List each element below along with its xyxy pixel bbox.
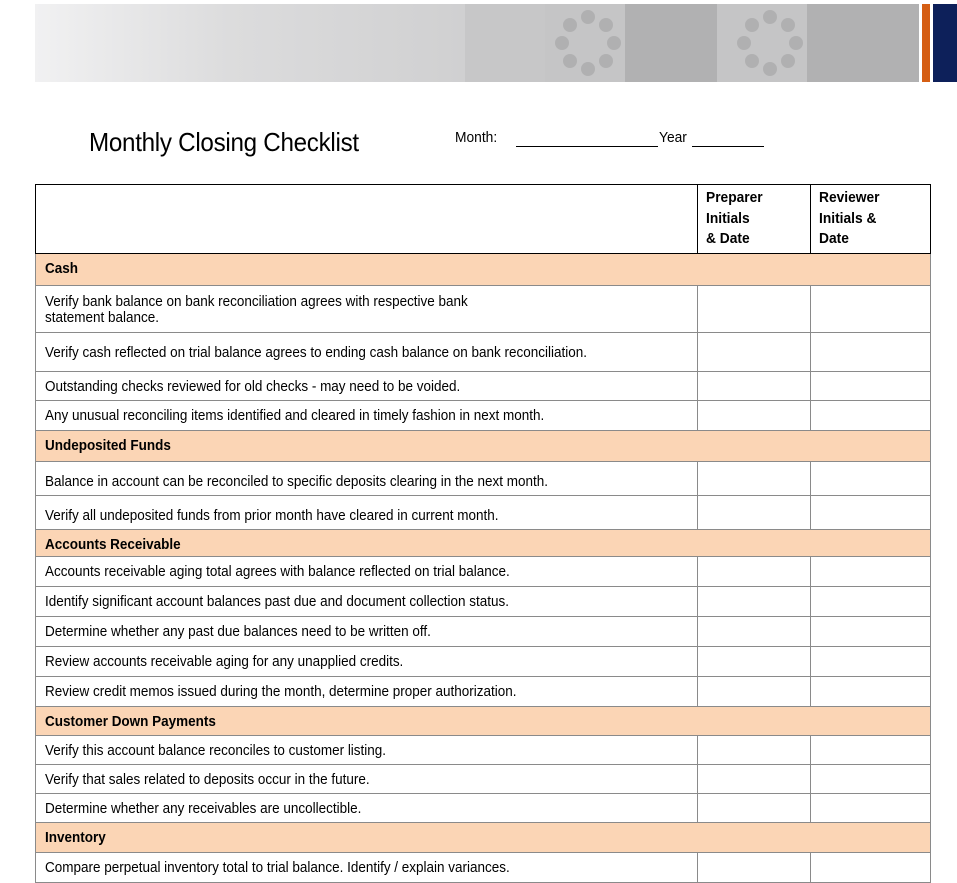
dot-ring-icon — [735, 8, 805, 78]
checklist-table — [35, 184, 931, 883]
preparer-initials-cell[interactable] — [697, 617, 810, 646]
reviewer-initials-cell[interactable] — [810, 462, 930, 495]
item-description-line: Outstanding checks reviewed for old checks - may need to be voided. — [45, 379, 461, 395]
item-description-line: Balance in account can be reconciled to specific deposits clearing in the next month. — [45, 474, 548, 490]
month-label: Month: — [455, 129, 498, 146]
item-description-line: Accounts receivable aging total agrees with balance reflected on trial balance. — [45, 564, 510, 580]
preparer-column-header — [697, 185, 810, 253]
ring-dot — [581, 62, 595, 76]
preparer-initials-cell[interactable] — [697, 372, 810, 400]
item-description-line: Verify cash reflected on trial balance agrees to ending cash balance on bank reconciliation. — [45, 345, 588, 361]
banner-gradient — [35, 4, 465, 82]
ring-dot — [789, 36, 803, 50]
checklist-item-row — [35, 557, 931, 587]
item-description-line: Verify that sales related to deposits occur in the future. — [45, 772, 370, 788]
item-description-line: Any unusual reconciling items identified and cleared in timely fashion in next month. — [45, 408, 545, 424]
banner-navy-stripe — [933, 4, 957, 82]
preparer-header-line: Preparer — [706, 190, 763, 206]
checklist-item-row — [35, 372, 931, 401]
dot-ring-icon — [553, 8, 623, 78]
reviewer-initials-cell[interactable] — [810, 617, 930, 646]
reviewer-initials-cell[interactable] — [810, 286, 930, 332]
item-description — [36, 736, 697, 764]
reviewer-header-line: Date — [819, 231, 849, 247]
preparer-initials-cell[interactable] — [697, 765, 810, 793]
item-description-line: Verify all undeposited funds from prior month have cleared in current month. — [45, 508, 499, 524]
ring-dot — [745, 18, 759, 32]
item-description-line: Identify significant account balances past due and document collection status. — [45, 594, 510, 610]
section-title-text: Inventory — [45, 830, 106, 846]
item-description-line: Compare perpetual inventory total to trial balance. Identify / explain variances. — [45, 860, 510, 876]
section-title — [36, 530, 930, 556]
checklist-item-row — [35, 617, 931, 647]
checklist-item-row — [35, 286, 931, 333]
preparer-initials-cell[interactable] — [697, 401, 810, 430]
item-description — [36, 853, 697, 882]
ring-dot — [745, 54, 759, 68]
reviewer-initials-cell[interactable] — [810, 401, 930, 430]
month-field[interactable] — [516, 146, 658, 147]
item-description — [36, 496, 697, 529]
item-description — [36, 647, 697, 676]
item-description — [36, 677, 697, 706]
preparer-initials-cell[interactable] — [697, 462, 810, 495]
checklist-item-row — [35, 765, 931, 794]
section-title-text: Accounts Receivable — [45, 537, 181, 553]
section-title-text: Cash — [45, 261, 78, 277]
reviewer-initials-cell[interactable] — [810, 765, 930, 793]
item-description — [36, 462, 697, 495]
preparer-header-line: & Date — [706, 231, 750, 247]
banner-block — [625, 4, 717, 82]
section-row — [35, 530, 931, 557]
header-banner — [35, 4, 957, 82]
checklist-item-row — [35, 794, 931, 823]
reviewer-initials-cell[interactable] — [810, 794, 930, 822]
item-description — [36, 765, 697, 793]
section-title — [36, 254, 930, 285]
ring-dot — [737, 36, 751, 50]
item-description-line: Verify this account balance reconciles to customer listing. — [45, 743, 387, 759]
reviewer-initials-cell[interactable] — [810, 736, 930, 764]
item-description-line: Determine whether any receivables are uncollectible. — [45, 801, 362, 817]
ring-dot — [581, 10, 595, 24]
item-description-line: Review accounts receivable aging for any unapplied credits. — [45, 654, 404, 670]
section-row — [35, 823, 931, 853]
section-title-text: Undeposited Funds — [45, 438, 171, 454]
checklist-item-row — [35, 647, 931, 677]
ring-dot — [599, 18, 613, 32]
preparer-initials-cell[interactable] — [697, 677, 810, 706]
item-description — [36, 372, 697, 400]
checklist-item-row — [35, 401, 931, 431]
preparer-initials-cell[interactable] — [697, 557, 810, 586]
preparer-initials-cell[interactable] — [697, 794, 810, 822]
preparer-initials-cell[interactable] — [697, 736, 810, 764]
item-description — [36, 794, 697, 822]
checklist-item-row — [35, 333, 931, 372]
preparer-header-line: Initials — [706, 210, 750, 227]
reviewer-header-line: Initials & — [819, 210, 877, 227]
checklist-item-row — [35, 736, 931, 765]
section-title — [36, 707, 930, 735]
reviewer-initials-cell[interactable] — [810, 372, 930, 400]
section-row — [35, 254, 931, 286]
checklist-item-row — [35, 587, 931, 617]
ring-dot — [563, 18, 577, 32]
ring-dot — [607, 36, 621, 50]
section-row — [35, 431, 931, 462]
item-description — [36, 557, 697, 586]
ring-dot — [763, 10, 777, 24]
item-description-line: Review credit memos issued during the month, determine proper authorization. — [45, 684, 517, 700]
preparer-initials-cell[interactable] — [697, 587, 810, 616]
preparer-initials-cell[interactable] — [697, 853, 810, 882]
table-body — [35, 254, 931, 883]
item-description-line: statement balance. — [45, 310, 159, 326]
preparer-initials-cell[interactable] — [697, 286, 810, 332]
banner-block — [465, 4, 545, 82]
reviewer-initials-cell[interactable] — [810, 587, 930, 616]
banner-orange-stripe — [922, 4, 930, 82]
checklist-item-row — [35, 853, 931, 883]
page-title: Monthly Closing Checklist — [89, 127, 359, 157]
ring-dot — [563, 54, 577, 68]
table-header-row — [35, 184, 931, 254]
preparer-initials-cell[interactable] — [697, 496, 810, 529]
section-title-text: Customer Down Payments — [45, 714, 216, 730]
ring-dot — [763, 62, 777, 76]
checklist-item-row — [35, 462, 931, 496]
year-label: Year — [659, 129, 687, 146]
reviewer-initials-cell[interactable] — [810, 677, 930, 706]
item-description — [36, 333, 697, 371]
item-description — [36, 617, 697, 646]
reviewer-initials-cell[interactable] — [810, 333, 930, 371]
reviewer-initials-cell[interactable] — [810, 557, 930, 586]
ring-dot — [599, 54, 613, 68]
ring-dot — [781, 54, 795, 68]
ring-dot — [555, 36, 569, 50]
reviewer-initials-cell[interactable] — [810, 853, 930, 882]
item-description-line: Determine whether any past due balances need to be written off. — [45, 624, 431, 640]
item-description — [36, 401, 697, 430]
banner-block — [807, 4, 919, 82]
section-title — [36, 823, 930, 852]
item-description-line: Verify bank balance on bank reconciliation agrees with respective bank — [45, 294, 468, 310]
preparer-initials-cell[interactable] — [697, 333, 810, 371]
checklist-item-row — [35, 496, 931, 530]
item-description — [36, 286, 697, 332]
reviewer-initials-cell[interactable] — [810, 496, 930, 529]
reviewer-header-line: Reviewer — [819, 190, 880, 206]
year-field[interactable] — [692, 146, 764, 147]
description-column-header — [36, 185, 697, 253]
section-title — [36, 431, 930, 461]
item-description — [36, 587, 697, 616]
ring-dot — [781, 18, 795, 32]
reviewer-initials-cell[interactable] — [810, 647, 930, 676]
section-row — [35, 707, 931, 736]
reviewer-column-header — [810, 185, 930, 253]
checklist-item-row — [35, 677, 931, 707]
preparer-initials-cell[interactable] — [697, 647, 810, 676]
